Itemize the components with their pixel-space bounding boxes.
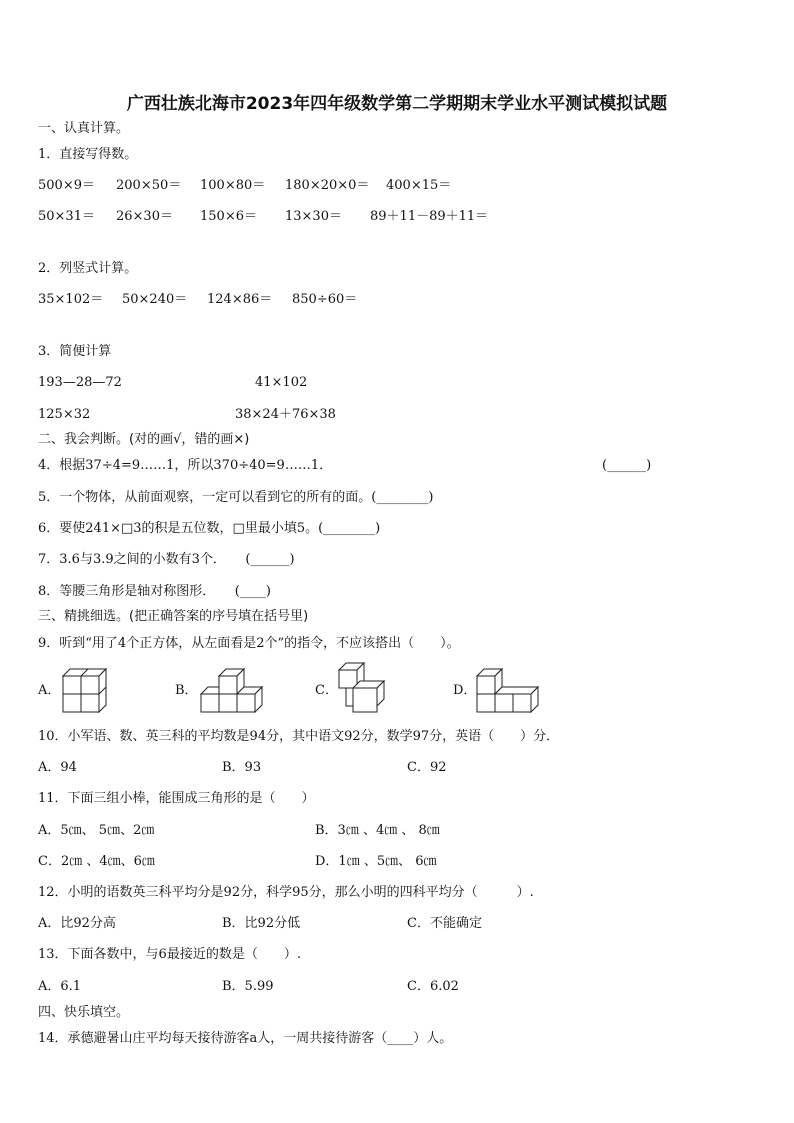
q3-item: 125×32 xyxy=(38,407,91,422)
q1-item: 200×50＝ xyxy=(116,178,182,193)
q11-option-c: C．2㎝ 、4㎝、6㎝ xyxy=(38,854,155,869)
q2-item: 50×240＝ xyxy=(122,292,188,307)
q9-text: 9．听到“用了4个正方体，从左面看是2个”的指令，不应该搭出（ ）。 xyxy=(38,636,460,651)
q11-option-d: D．1㎝ 、5㎝、 6㎝ xyxy=(315,854,437,869)
q9-option-c-label: C． xyxy=(315,683,338,698)
q13-text: 13．下面各数中，与6最接近的数是（ ）. xyxy=(38,947,301,962)
q13-option-a: A．6.1 xyxy=(38,979,82,994)
q2-label: 2．列竖式计算。 xyxy=(38,261,138,276)
q9-option-a-label: A． xyxy=(38,683,61,698)
q12-option-c: C．不能确定 xyxy=(407,916,482,931)
q8-text: 8．等腰三角形是轴对称图形． (____) xyxy=(38,584,271,599)
q1-item: 50×31＝ xyxy=(38,209,95,224)
q1-item: 500×9＝ xyxy=(38,178,95,193)
q1-item: 26×30＝ xyxy=(116,209,173,224)
q3-item: 38×24＋76×38 xyxy=(235,407,336,422)
q11-text: 11．下面三组小棒，能围成三角形的是（ ） xyxy=(38,791,315,806)
q1-item: 150×6＝ xyxy=(200,209,257,224)
q1-item: 180×20×0＝ xyxy=(285,178,370,193)
q3-item: 41×102 xyxy=(255,375,308,390)
q9-option-c-figure xyxy=(338,662,388,714)
section-3-heading: 三、精挑细选。(把正确答案的序号填在括号里) xyxy=(38,609,309,624)
q10-option-c: C．92 xyxy=(407,760,447,775)
section-2-heading: 二、我会判断。(对的画√，错的画×) xyxy=(38,432,250,447)
q2-item: 124×86＝ xyxy=(207,292,273,307)
q9-option-b-label: B． xyxy=(175,683,198,698)
q11-option-b: B．3㎝ 、4㎝ 、 8㎝ xyxy=(315,823,440,838)
q10-text: 10．小军语、数、英三科的平均数是94分，其中语文92分，数学97分，英语（ ）分． xyxy=(38,729,560,744)
q12-option-b: B．比92分低 xyxy=(222,916,301,931)
q14-text: 14．承德避暑山庄平均每天接待游客a人，一周共接待游客（____）人。 xyxy=(38,1031,453,1046)
q9-option-d-figure xyxy=(476,665,544,713)
q11-option-a: A．5㎝、 5㎝、2㎝ xyxy=(38,823,155,838)
q12-text: 12．小明的语数英三科平均分是92分，科学95分，那么小明的四科平均分（ ）. xyxy=(38,885,534,900)
q13-option-c: C．6.02 xyxy=(407,979,459,994)
q9-option-b-figure xyxy=(200,665,268,713)
q1-item: 89＋11－89＋11＝ xyxy=(370,209,489,224)
q12-option-a: A．比92分高 xyxy=(38,916,116,931)
page-title: 广西壮族北海市2023年四年级数学第二学期期末学业水平测试模拟试题 xyxy=(126,94,668,114)
section-4-heading: 四、快乐填空。 xyxy=(38,1005,130,1020)
section-1-heading: 一、认真计算。 xyxy=(38,121,130,136)
q1-item: 100×80＝ xyxy=(200,178,266,193)
q1-label: 1．直接写得数。 xyxy=(38,147,138,162)
q1-item: 13×30＝ xyxy=(285,209,342,224)
q3-item: 193—28—72 xyxy=(38,375,122,390)
q10-option-a: A．94 xyxy=(38,760,77,775)
q2-item: 850÷60＝ xyxy=(292,292,358,307)
q4-text: 4．根据37÷4=9……1，所以370÷40=9……1． xyxy=(38,458,333,473)
q10-option-b: B．93 xyxy=(222,760,262,775)
q2-item: 35×102＝ xyxy=(38,292,104,307)
q3-label: 3．简便计算 xyxy=(38,344,112,359)
q4-answer-blank[interactable]: (______) xyxy=(602,458,652,473)
q13-option-b: B．5.99 xyxy=(222,979,274,994)
q5-text: 5．一个物体，从前面观察，一定可以看到它的所有的面。(________) xyxy=(38,490,434,505)
q1-item: 400×15＝ xyxy=(386,178,452,193)
q9-option-a-figure xyxy=(62,665,110,713)
q6-text: 6．要使241×□3的积是五位数，□里最小填5。(________) xyxy=(38,521,381,536)
q7-text: 7．3.6与3.9之间的小数有3个． (______) xyxy=(38,552,295,567)
q9-option-d-label: D． xyxy=(453,683,477,698)
